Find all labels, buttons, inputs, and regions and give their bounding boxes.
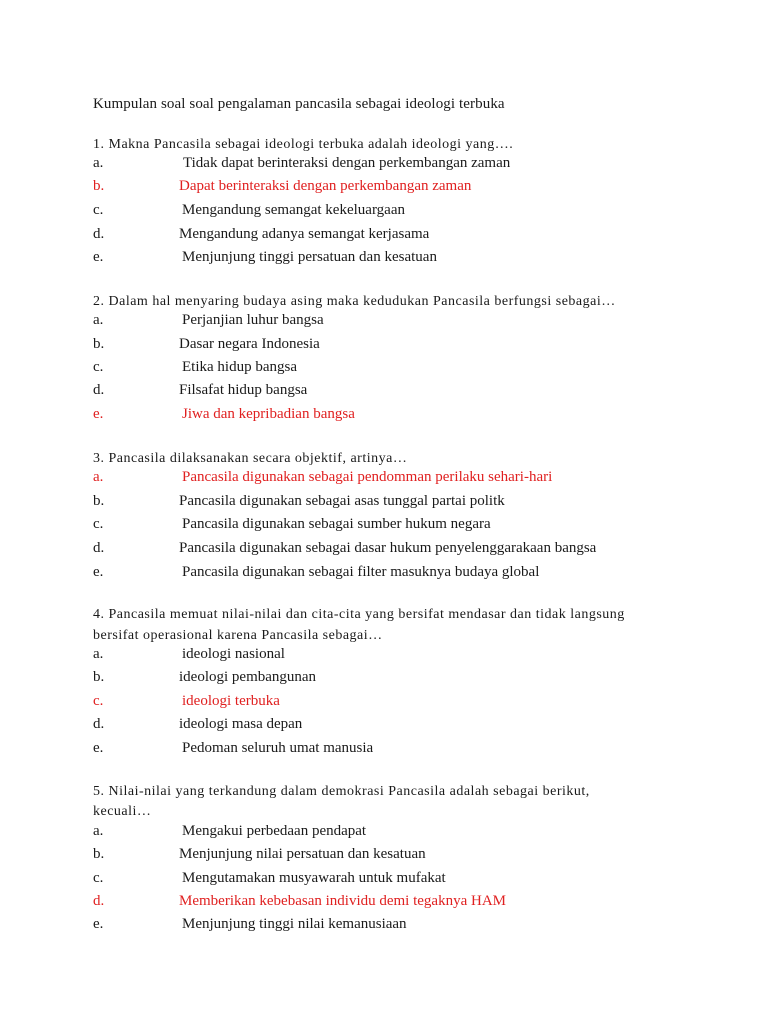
question-4-option-b xyxy=(93,667,693,687)
option-letter: d. xyxy=(93,226,105,242)
option-text: Mengakui perbedaan pendapat xyxy=(182,823,367,839)
question-3-text: 3. Pancasila dilaksanakan secara objektif, artinya… xyxy=(93,451,408,466)
question-1-option-b xyxy=(93,176,693,196)
question-4-text-line-2: bersifat operasional karena Pancasila sebagai… xyxy=(93,628,383,643)
option-text: Pancasila digunakan sebagai asas tunggal partai politk xyxy=(179,493,505,509)
option-letter: a. xyxy=(93,155,104,171)
option-letter: a. xyxy=(93,823,104,839)
option-text: Mengutamakan musyawarah untuk mufakat xyxy=(182,870,446,886)
option-text: Mengandung adanya semangat kerjasama xyxy=(179,226,430,242)
option-letter: c. xyxy=(93,359,104,375)
option-text: Dapat berinteraksi dengan perkembangan zaman xyxy=(179,178,472,194)
question-1-text: 1. Makna Pancasila sebagai ideologi terbuka adalah ideologi yang…. xyxy=(93,137,514,152)
option-letter: b. xyxy=(93,336,105,352)
question-4-option-a xyxy=(93,644,693,664)
option-letter: b. xyxy=(93,669,105,685)
question-2-text: 2. Dalam hal menyaring budaya asing maka kedudukan Pancasila berfungsi sebagai… xyxy=(93,294,616,309)
option-letter: c. xyxy=(93,202,104,218)
question-5-option-a xyxy=(93,821,693,841)
question-5-text-line-1: 5. Nilai-nilai yang terkandung dalam demokrasi Pancasila adalah sebagai berikut, xyxy=(93,784,590,799)
option-letter: c. xyxy=(93,693,104,709)
question-2-option-e xyxy=(93,404,693,424)
option-text: Jiwa dan kepribadian bangsa xyxy=(182,406,355,422)
option-text: Menjunjung tinggi persatuan dan kesatuan xyxy=(182,249,437,265)
option-letter: d. xyxy=(93,382,105,398)
option-text: ideologi masa depan xyxy=(179,716,303,732)
option-text: Menjunjung tinggi nilai kemanusiaan xyxy=(182,916,407,932)
option-letter: e. xyxy=(93,406,104,422)
question-3-option-c xyxy=(93,514,693,534)
question-4-text-line-1: 4. Pancasila memuat nilai-nilai dan cita-cita yang bersifat mendasar dan tidak langsung xyxy=(93,607,625,622)
option-text: Pedoman seluruh umat manusia xyxy=(182,740,374,756)
option-letter: b. xyxy=(93,846,105,862)
question-5-option-c xyxy=(93,868,693,888)
question-1-option-e xyxy=(93,247,693,267)
question-3-option-e xyxy=(93,562,693,582)
option-letter: a. xyxy=(93,646,104,662)
option-text: Etika hidup bangsa xyxy=(182,359,297,375)
option-letter: c. xyxy=(93,870,104,886)
option-text: ideologi terbuka xyxy=(182,693,280,709)
option-letter: a. xyxy=(93,469,104,485)
option-letter: d. xyxy=(93,716,105,732)
question-4-option-e xyxy=(93,738,693,758)
question-3-option-a xyxy=(93,467,693,487)
question-1-option-c xyxy=(93,200,693,220)
option-text: Pancasila digunakan sebagai sumber hukum negara xyxy=(182,516,491,532)
option-text: ideologi pembangunan xyxy=(179,669,317,685)
question-2-option-a xyxy=(93,310,693,330)
option-text: Mengandung semangat kekeluargaan xyxy=(182,202,405,218)
option-letter: d. xyxy=(93,893,105,909)
document-title: Kumpulan soal soal pengalaman pancasila sebagai ideologi terbuka xyxy=(93,96,505,112)
option-text: Filsafat hidup bangsa xyxy=(179,382,308,398)
question-5-option-b xyxy=(93,844,693,864)
option-text: Pancasila digunakan sebagai filter masuknya budaya global xyxy=(182,564,540,580)
question-5-option-d xyxy=(93,891,693,911)
question-3-option-d xyxy=(93,538,693,558)
question-2-option-c xyxy=(93,357,693,377)
option-letter: c. xyxy=(93,516,104,532)
option-text: Tidak dapat berinteraksi dengan perkembangan zaman xyxy=(183,155,511,171)
question-3-option-b xyxy=(93,491,693,511)
option-text: Dasar negara Indonesia xyxy=(179,336,320,352)
option-letter: b. xyxy=(93,178,105,194)
option-text: Pancasila digunakan sebagai pendomman perilaku sehari-hari xyxy=(182,469,553,485)
option-letter: e. xyxy=(93,564,104,580)
question-2-option-d xyxy=(93,380,693,400)
question-4-option-d xyxy=(93,714,693,734)
option-text: Pancasila digunakan sebagai dasar hukum penyelenggarakaan bangsa xyxy=(179,540,597,556)
question-5-option-e xyxy=(93,914,693,934)
question-4-option-c xyxy=(93,691,693,711)
option-text: Menjunjung nilai persatuan dan kesatuan xyxy=(179,846,426,862)
question-1-option-a xyxy=(93,153,693,173)
option-letter: e. xyxy=(93,740,104,756)
option-text: ideologi nasional xyxy=(182,646,285,662)
option-letter: a. xyxy=(93,312,104,328)
question-2-option-b xyxy=(93,334,693,354)
option-text: Memberikan kebebasan individu demi tegaknya HAM xyxy=(179,893,506,909)
option-letter: d. xyxy=(93,540,105,556)
option-letter: b. xyxy=(93,493,105,509)
option-letter: e. xyxy=(93,916,104,932)
option-letter: e. xyxy=(93,249,104,265)
question-5-text-line-2: kecuali… xyxy=(93,804,152,819)
question-1-option-d xyxy=(93,224,693,244)
option-text: Perjanjian luhur bangsa xyxy=(182,312,324,328)
